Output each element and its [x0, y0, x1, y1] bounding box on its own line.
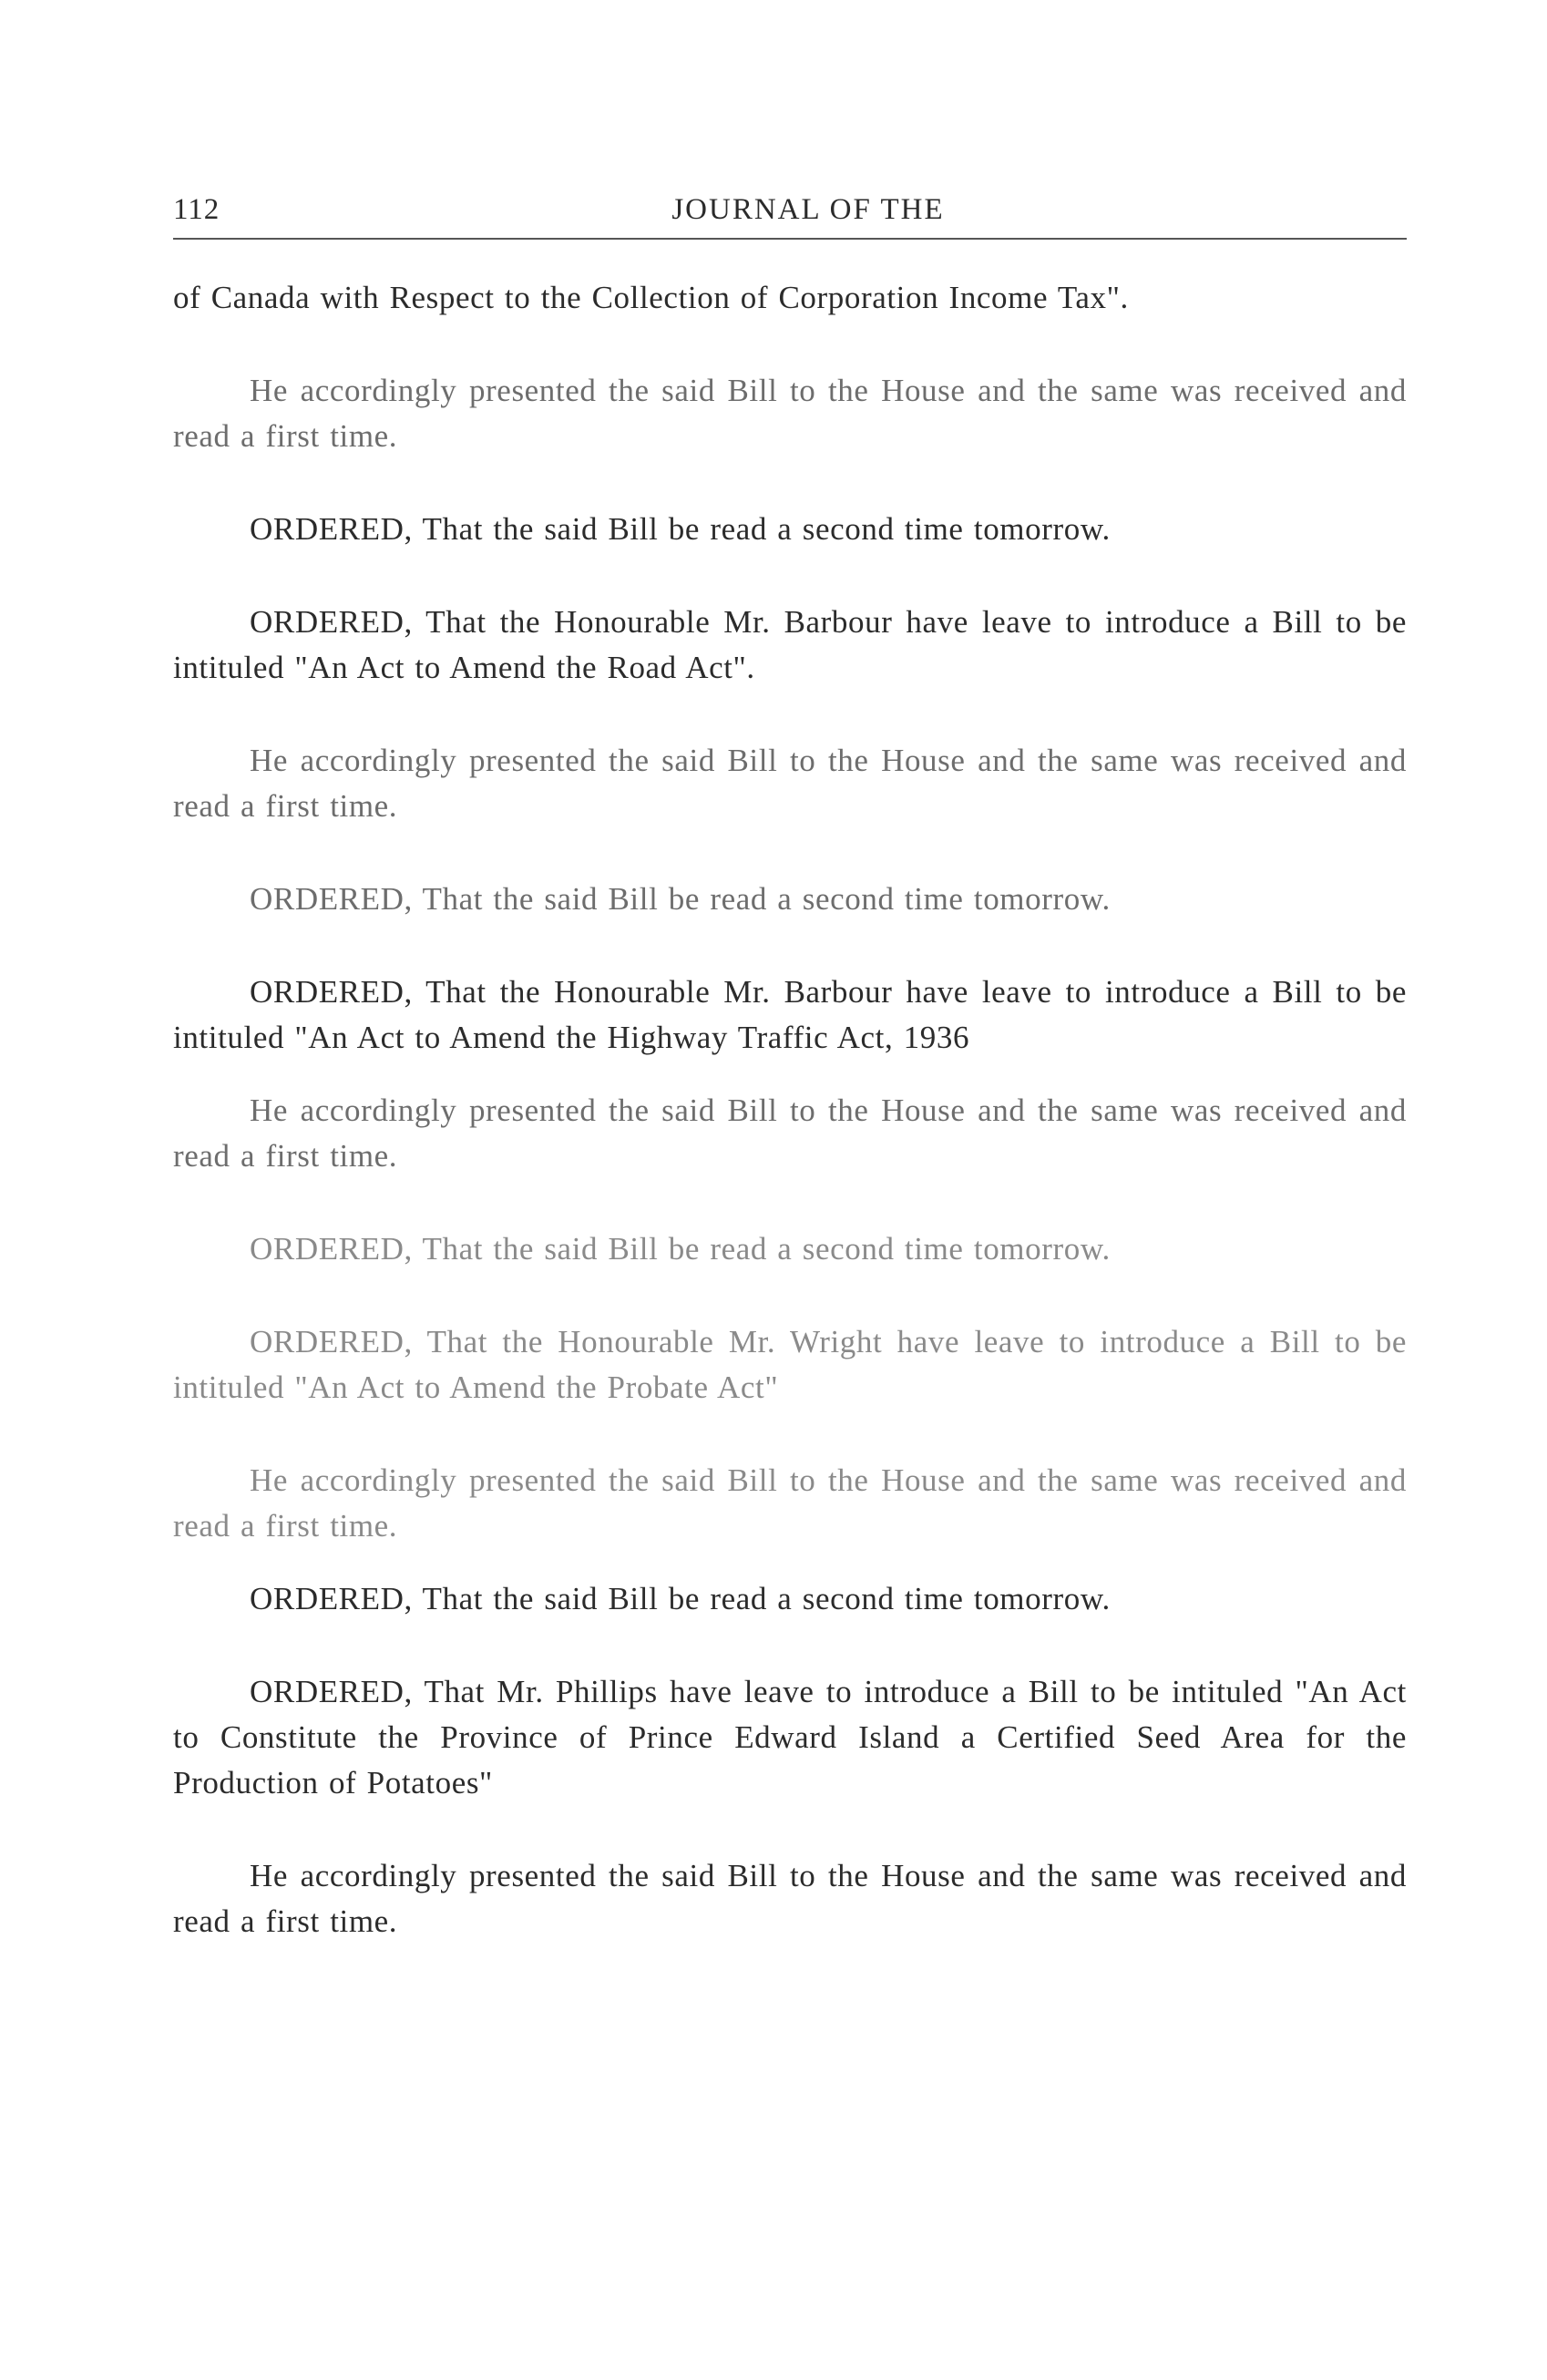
paragraph-order-second-reading: ORDERED, That the said Bill be read a second time tomorrow.	[250, 881, 1111, 917]
paragraph-continuation: of Canada with Respect to the Collection of Corporation Income Tax".	[173, 280, 1129, 315]
paragraph-first-reading: He accordingly presented the said Bill to the House and the same was received and read a first time.	[173, 1858, 1407, 1939]
paragraph-first-reading: He accordingly presented the said Bill to the House and the same was received and read a first time.	[173, 1462, 1407, 1544]
page-number: 112	[173, 193, 220, 226]
paragraph-leave-probate-act: ORDERED, That the Honourable Mr. Wright have leave to introduce a Bill to be intituled "An Act to Amend the Probate Act"	[173, 1324, 1407, 1405]
paragraph-first-reading: He accordingly presented the said Bill to the House and the same was received and read a first time.	[173, 743, 1407, 824]
journal-body	[173, 275, 1407, 1992]
paragraph-order-second-reading: ORDERED, That the said Bill be read a second time tomorrow.	[250, 1581, 1111, 1616]
running-head	[173, 193, 1407, 239]
paragraph-leave-seed-area-act: ORDERED, That Mr. Phillips have leave to introduce a Bill to be intituled "An Act to Constitute the Province of Prince Edward Island a Certified Seed Area for the Production of Potatoes"	[173, 1674, 1407, 1800]
paragraph-order-second-reading: ORDERED, That the said Bill be read a second time tomorrow.	[250, 511, 1111, 547]
paragraph-first-reading: He accordingly presented the said Bill to the House and the same was received and read a first time.	[173, 1093, 1407, 1174]
paragraph-first-reading: He accordingly presented the said Bill to the House and the same was received and read a first time.	[173, 373, 1407, 454]
paragraph-leave-highway-traffic-act: ORDERED, That the Honourable Mr. Barbour have leave to introduce a Bill to be intituled "An Act to Amend the Highway Traffic Act, 1936	[173, 974, 1407, 1055]
journal-title: JOURNAL OF THE	[671, 193, 945, 226]
paragraph-leave-road-act: ORDERED, That the Honourable Mr. Barbour have leave to introduce a Bill to be intituled "An Act to Amend the Road Act".	[173, 604, 1407, 685]
paragraph-order-second-reading: ORDERED, That the said Bill be read a second time tomorrow.	[250, 1231, 1111, 1267]
header-rule	[173, 238, 1407, 240]
